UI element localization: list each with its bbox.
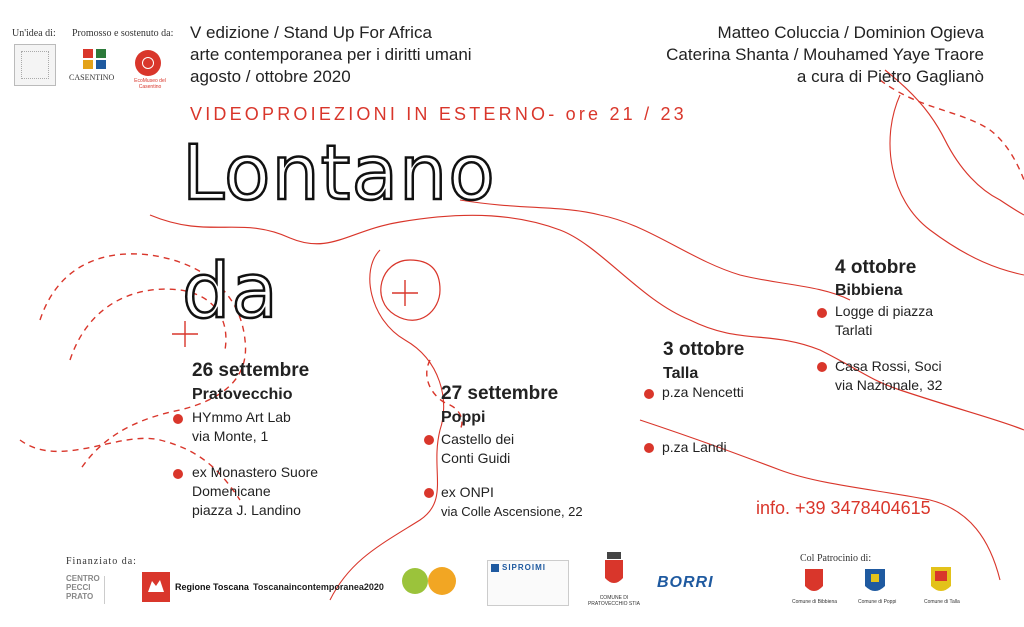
edition-info [190,22,472,88]
artists-info [666,22,984,88]
location-line: p.za Landi [662,439,727,455]
event-location [441,430,514,468]
artists-line: Caterina Shanta / Mouhamed Yaye Traore [666,45,984,64]
subtitle: VIDEOPROIEZIONI IN ESTERNO- ore 21 / 23 [190,104,687,124]
borri-logo: BORRI [657,574,714,591]
event-location [835,357,942,395]
regione-toscana-logo-icon [142,572,170,602]
title-line-1: Lontano [182,128,496,217]
event-place: Poppi [441,409,486,426]
bibbiena-crest-icon [804,568,824,596]
pratovecchio-crest-icon [603,552,625,590]
event-place: Pratovecchio [192,386,293,403]
location-marker-icon [644,443,654,453]
partner-logo-icon [400,566,460,596]
location-line: Tarlati [835,322,873,338]
idea-label: Un'idea di: [12,28,56,39]
poppi-crest-icon [864,568,886,596]
event-location [441,483,583,521]
event-date: 3 ottobre [663,339,745,360]
artists-line: Matteo Coluccia / Dominion Ogieva [717,23,984,42]
location-line: via Colle Ascensione, 22 [441,504,583,519]
location-line: Castello dei [441,431,515,447]
location-line: Conti Guidi [441,450,511,466]
siproimi-logo-text: SIPROIMI [502,563,547,572]
event-location [192,463,318,520]
centro-pecci-fineprint [104,576,129,604]
location-line: Logge di piazza [835,303,934,319]
event-date: 27 settembre [441,383,559,404]
event-location [835,302,933,340]
location-line: HYmmo Art Lab [192,409,291,425]
location-line: Domenicane [192,483,271,499]
bibbiena-label: Comune di Bibbiena [792,599,838,605]
location-line: via Nazionale, 32 [835,377,943,393]
edition-line: V edizione / Stand Up For Africa [190,23,432,42]
talla-label: Comune di Talla [924,599,960,605]
info-phone: info. +39 3478404615 [756,498,931,518]
location-line: ex ONPI [441,484,494,500]
location-line: piazza J. Landino [192,502,301,518]
location-line: p.za Nencetti [662,384,744,400]
funded-label: Finanziato da: [66,556,137,567]
idea-logo [14,44,56,86]
event-location [192,408,291,446]
edition-line: arte contemporanea per i diritti umani [190,45,472,64]
ecomuseo-logo-icon [135,50,161,76]
event-place: Talla [663,365,699,382]
location-marker-icon [644,389,654,399]
location-marker-icon [424,435,434,445]
regione-toscana-label: Regione Toscana [175,582,249,592]
location-marker-icon [424,488,434,498]
event-date: 4 ottobre [835,257,917,278]
location-line: ex Monastero Suore [192,464,319,480]
location-marker-icon [173,414,183,424]
toscana-contemporanea-label: Toscanaincontemporanea2020 [253,582,384,592]
pratovecchio-label: COMUNE DI PRATOVECCHIO STIA [587,595,641,607]
location-marker-icon [817,308,827,318]
centro-pecci-logo: CENTRO PECCI PRATO [66,574,100,601]
talla-crest-icon [930,566,952,596]
curator-line: a cura di Pietro Gaglianò [796,67,984,86]
location-line: Casa Rossi, Soci [835,358,942,374]
location-marker-icon [173,469,183,479]
ecomuseo-logo-text: EcoMuseo del Casentino [134,78,166,90]
event-location [662,383,744,402]
casentino-logo-text: CASENTINO [69,73,115,82]
patronage-label: Col Patrocinio di: [800,553,872,564]
location-line: via Monte, 1 [192,428,269,444]
event-place: Bibbiena [835,282,903,299]
casentino-logo-icon [82,48,108,70]
promo-label: Promosso e sostenuto da: [72,28,174,39]
event-date: 26 settembre [192,360,310,381]
poppi-label: Comune di Poppi [858,599,897,605]
event-location [662,438,727,457]
title-line-2: da [182,246,279,335]
siproimi-logo [487,560,569,606]
edition-line: agosto / ottobre 2020 [190,67,351,86]
location-marker-icon [817,362,827,372]
